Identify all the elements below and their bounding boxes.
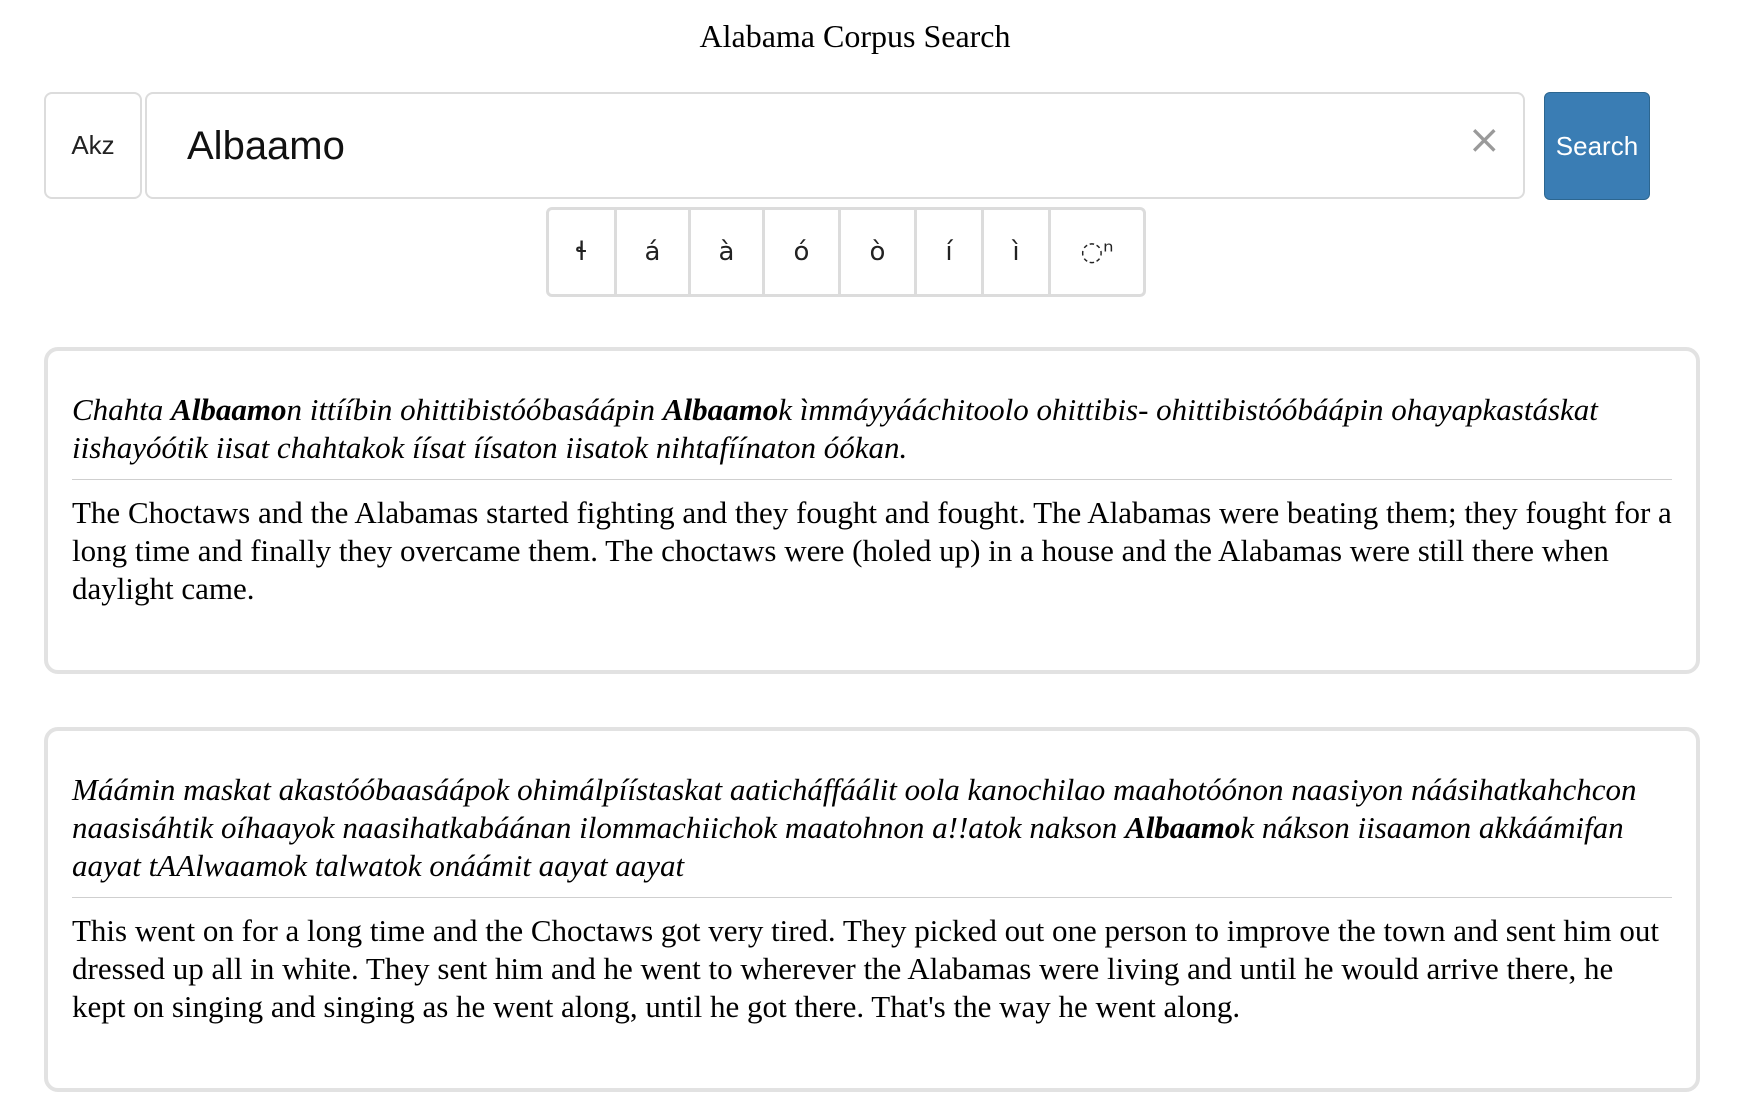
char-button-5[interactable]: í: [917, 210, 984, 294]
char-button-7[interactable]: ◌ⁿ: [1080, 237, 1114, 267]
search-box[interactable]: [145, 92, 1525, 199]
highlight-match: Albaamo: [662, 392, 779, 427]
english-translation: The Choctaws and the Alabamas started fighting and they fought and fought. The Alabamas were beating them; they fought for a long time and finally they overcame them. The choctaws were (holed up) in a house and the Alabamas were still there when daylight came.: [72, 495, 1672, 606]
char-button-1[interactable]: á: [617, 210, 691, 294]
highlight-match: Albaamo: [1125, 810, 1241, 845]
char-button-6[interactable]: ì: [984, 210, 1051, 294]
alabama-text: [72, 391, 1672, 480]
english-translation: This went on for a long time and the Choctaws got very tired. They picked out one person to improve the town and sent him out dressed up all in white. They sent him and he went to wherever the Alabamas were living and until he would arrive there, he kept on singing and singing as he went along, until he got there. That's the way he went along.: [72, 913, 1659, 1024]
page-title: Alabama Corpus Search: [699, 18, 1011, 54]
text-segment: Máámin maskat akastóóbaasáápok ohimálpíístaskat aaticháffáálit oola kanochilao maahotóónon naasiyon náásihatkahchcon naasisáhtik oíhaayok naasihatkabáánan ilommachiichok maatohnon a!!atok nakson: [72, 772, 1637, 845]
text-segment: Chahta: [72, 392, 172, 427]
search-input[interactable]: [187, 116, 1417, 176]
result-card: [44, 347, 1700, 674]
akz-toggle-button[interactable]: Akz: [44, 92, 142, 199]
char-button-4[interactable]: ò: [841, 210, 917, 294]
special-character-toolbar: [546, 207, 1146, 297]
alabama-text: [72, 771, 1672, 898]
text-segment: n ittííbin ohittibistóóbasáápin: [286, 392, 663, 427]
text-segment: k ìmmáyyááchitoolo ohittibis- ohittibistóóbáápin ohayapkastáskat iishayóótik iisat chahtakok íísat íísaton iisatok nihtafíínaton óókan.: [72, 392, 1598, 465]
char-button-2[interactable]: à: [691, 210, 765, 294]
text-segment: k nákson iisaamon akkáámifan aayat tAAlwaamok talwatok onáámit aayat aayat: [72, 810, 1624, 883]
char-button-3[interactable]: ó: [765, 210, 841, 294]
search-button[interactable]: Search: [1544, 92, 1650, 200]
highlight-match: Albaamo: [171, 392, 287, 427]
char-button-0[interactable]: ɬ: [549, 210, 617, 294]
result-card: [44, 727, 1700, 1092]
clear-icon[interactable]: ×: [1467, 117, 1501, 163]
